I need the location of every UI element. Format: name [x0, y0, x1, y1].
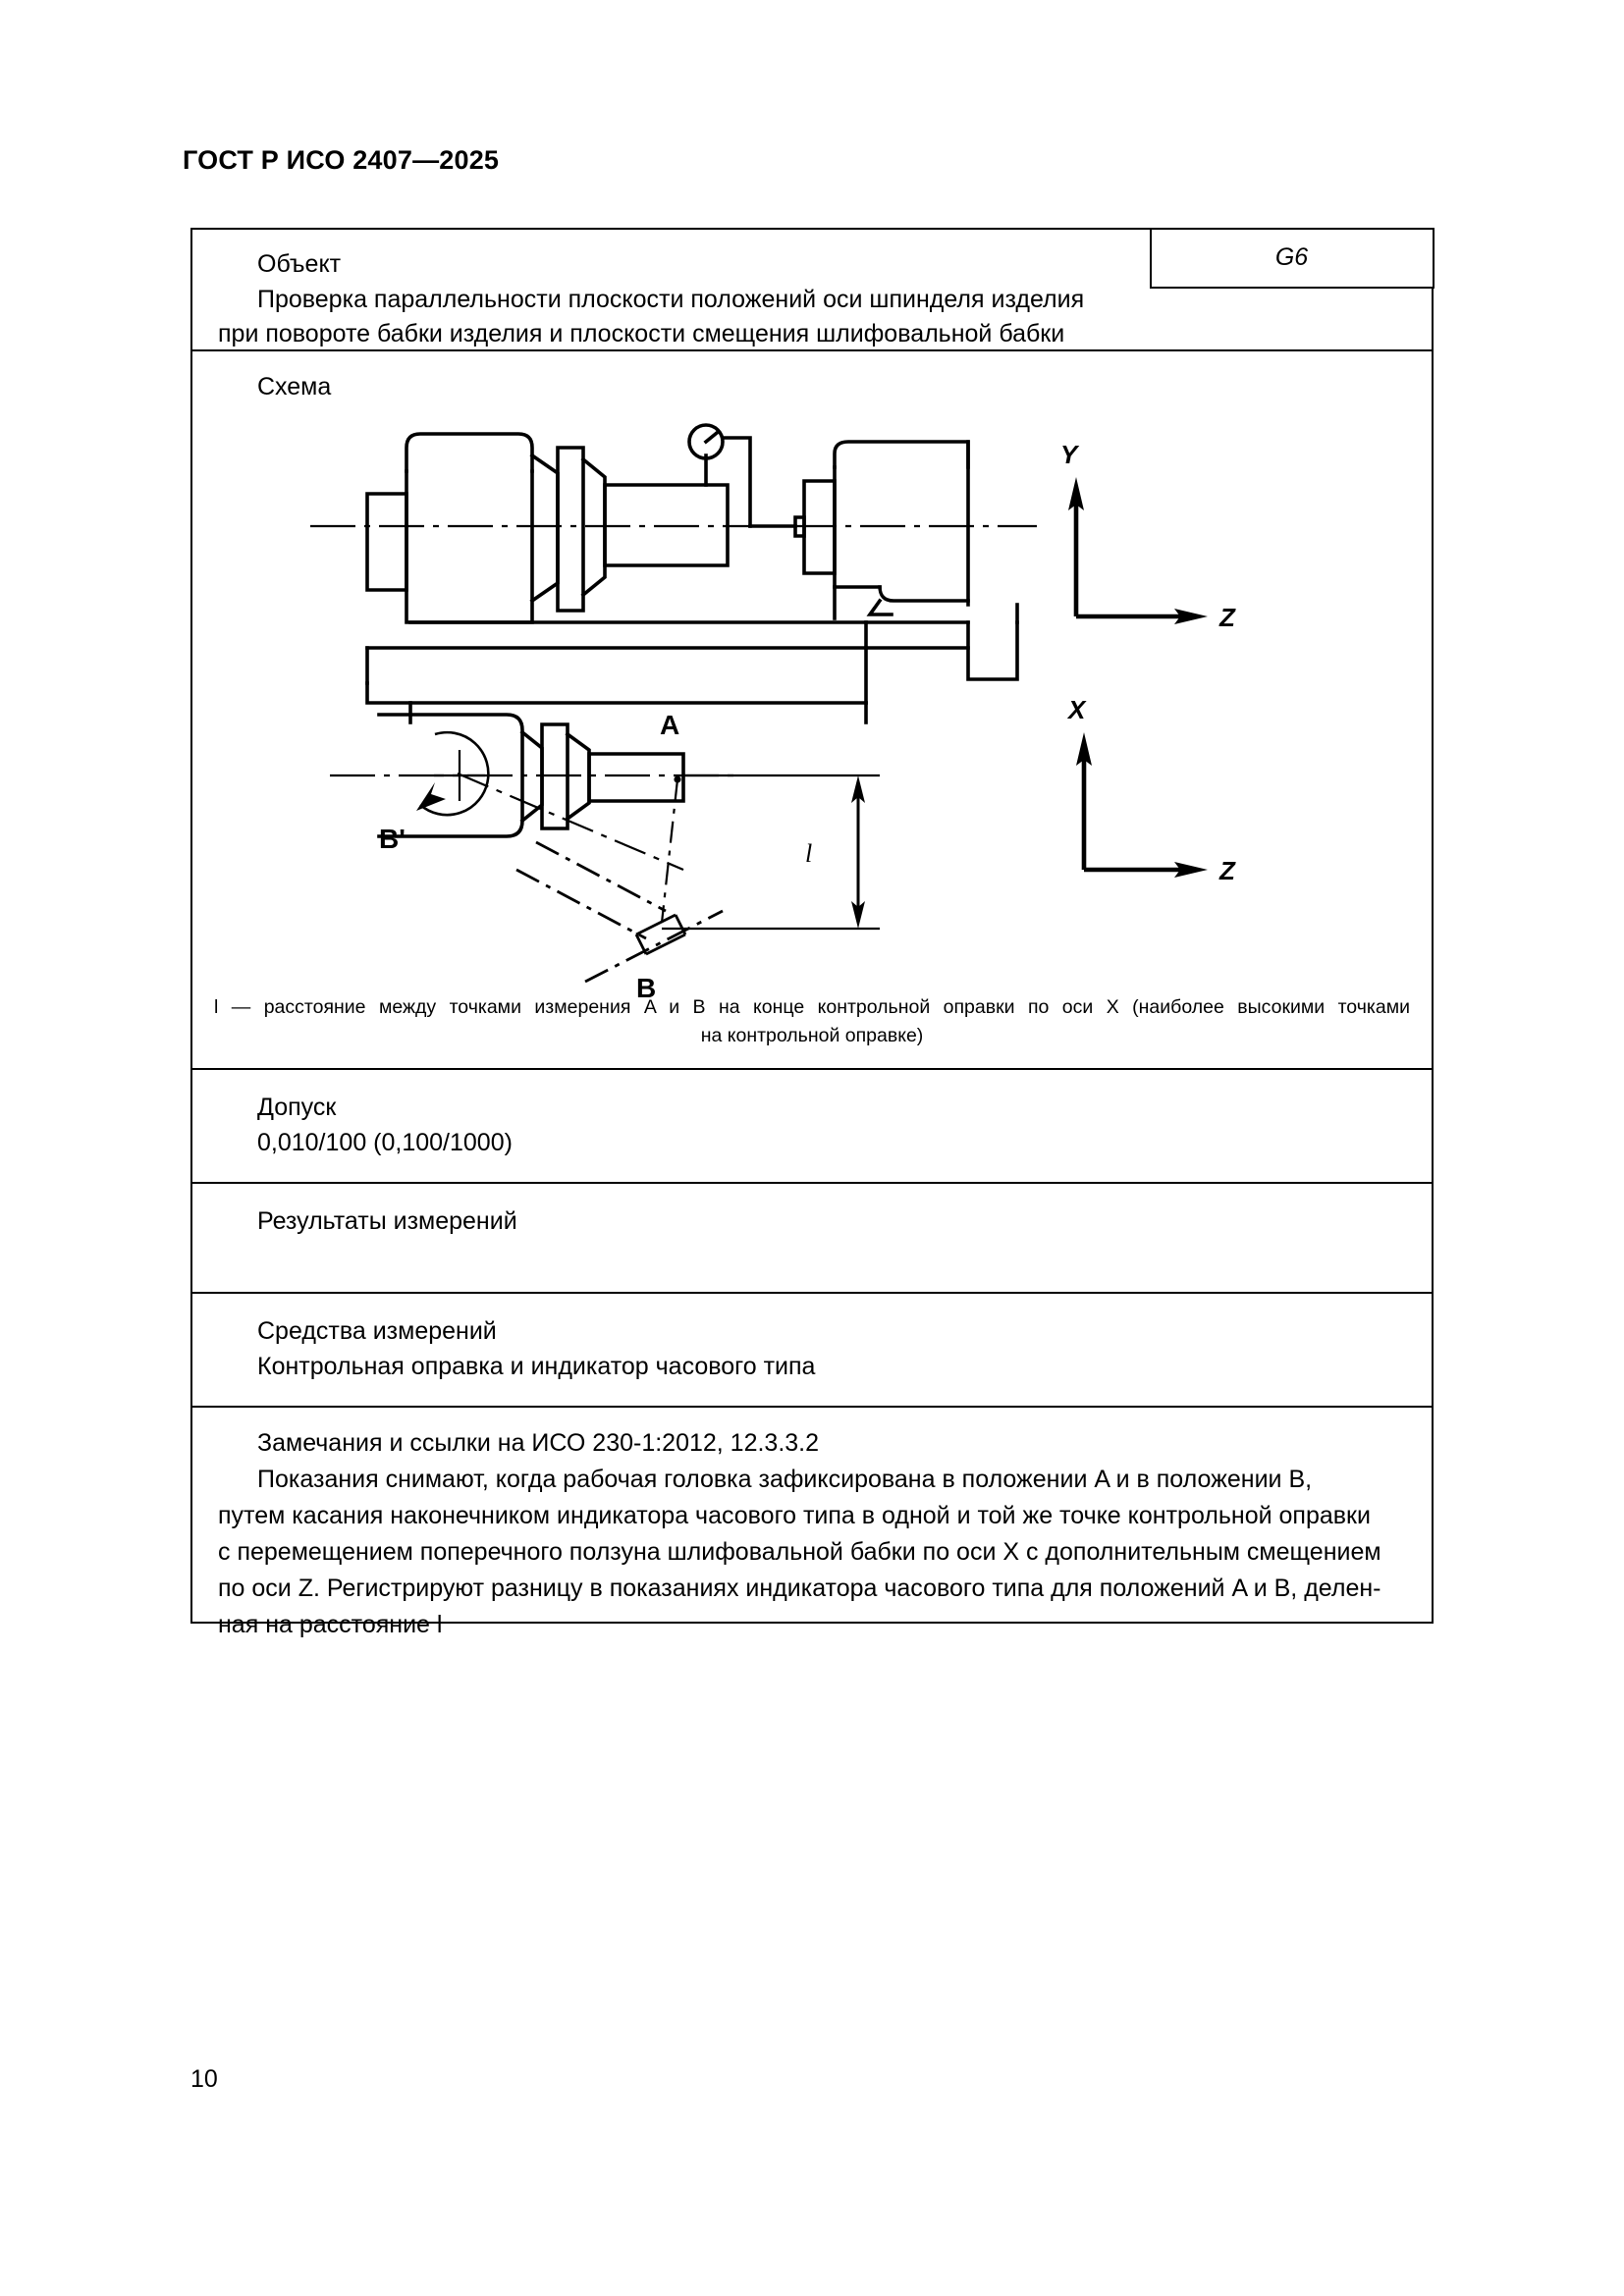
scheme-label: Схема [257, 373, 332, 400]
scheme-diagram [192, 408, 1432, 1003]
test-chart-table [190, 228, 1434, 1638]
test-code-cell: G6 [1150, 228, 1435, 289]
scheme-caption-line-1: l — расстояние между точками измерения A и B на конце контрольной оправки по оси X (наиболее высокими точками [214, 995, 1410, 1018]
axis-label-z-lower: Z [1219, 856, 1235, 885]
table-row-notes [192, 1408, 1432, 1638]
tolerance-label: Допуск [257, 1094, 337, 1121]
label-distance-l: l [805, 839, 813, 868]
page-title: ГОСТ Р ИСО 2407—2025 [183, 145, 500, 175]
machine-schematic-svg [192, 408, 1431, 1003]
axis-label-z-upper: Z [1219, 603, 1235, 632]
rotation-arrow [416, 782, 446, 811]
scheme-caption [192, 993, 1432, 1051]
notes-block [192, 1408, 1432, 1643]
label-point-b: B [636, 973, 657, 1003]
object-line-2: при повороте бабки изделия и плоскости смещения шлифовальной бабки [218, 320, 1065, 347]
notes-line-2: Показания снимают, когда рабочая головка зафиксирована в положении A и в положении B, [257, 1466, 1313, 1493]
notes-line-4: с перемещением поперечного ползуна шлифовальной бабки по оси X с дополнительным смещением [218, 1538, 1381, 1566]
means-block [192, 1294, 1432, 1384]
results-label: Результаты измерений [257, 1207, 517, 1235]
table-row-scheme [192, 351, 1432, 1070]
results-block [192, 1184, 1432, 1239]
tolerance-block [192, 1070, 1432, 1160]
tolerance-value: 0,010/100 (0,100/1000) [257, 1129, 513, 1156]
object-line-1: Проверка параллельности плоскости положений оси шпинделя изделия [257, 285, 1085, 313]
table-row-results [192, 1184, 1432, 1294]
scheme-caption-line-2: на контрольной оправке) [700, 1024, 924, 1046]
table-row-means [192, 1294, 1432, 1408]
notes-line-5: по оси Z. Регистрируют разницу в показаниях индикатора часового типа для положений A и B, делен- [218, 1575, 1381, 1602]
page-number: 10 [190, 2065, 218, 2093]
means-value: Контрольная оправка и индикатор часового типа [257, 1353, 816, 1380]
notes-line-1: Замечания и ссылки на ИСО 230-1:2012, 12.3.3.2 [257, 1429, 820, 1457]
axis-label-x: X [1068, 695, 1086, 724]
table-row-object [192, 230, 1432, 351]
axis-label-y: Y [1060, 440, 1078, 469]
label-point-a: A [660, 710, 680, 740]
means-label: Средства измерений [257, 1317, 497, 1345]
label-point-b-prime: B' [379, 824, 406, 854]
object-label: Объект [257, 250, 342, 278]
notes-line-6: ная на расстояние l [218, 1611, 443, 1638]
table-row-tolerance [192, 1070, 1432, 1184]
notes-line-3: путем касания наконечником индикатора часового типа в одной и той же точке контрольной оправки [218, 1502, 1371, 1529]
